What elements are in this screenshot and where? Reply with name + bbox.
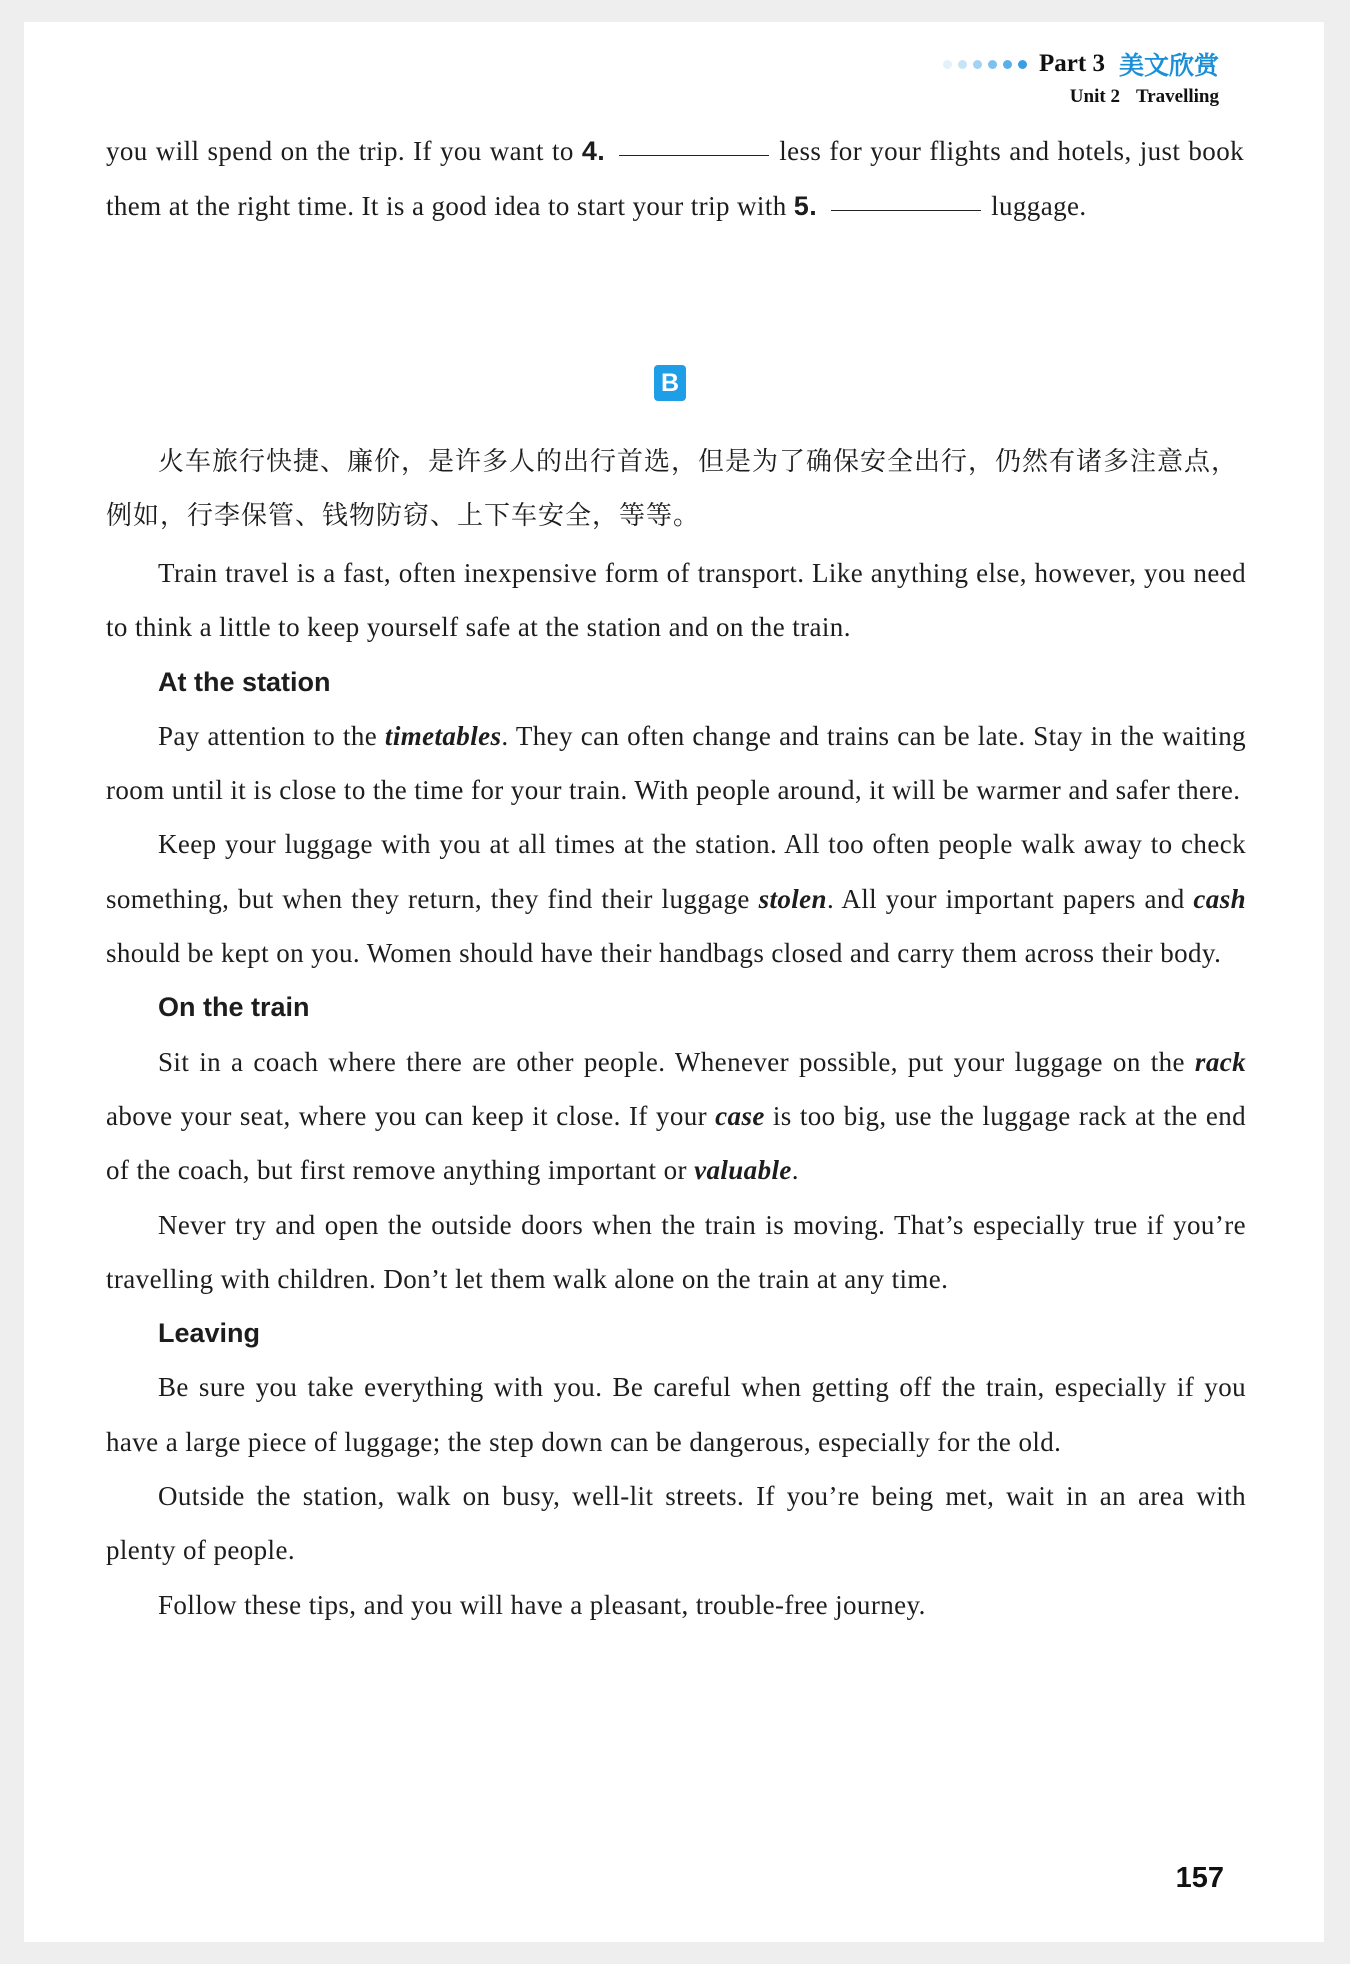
text-segment: less for your flights and hotels, just book them at the right time. It is a good idea to start your trip with [106,136,1244,221]
text-segment: should be kept on you. Women should have their handbags closed and carry them across their body. [106,938,1222,969]
dot-icon [988,60,997,69]
paragraph [106,817,1246,980]
keyword: cash [1193,883,1247,914]
section-title-cn: 美文欣赏 [1118,51,1219,80]
blank-number-4: 4. [581,136,606,166]
paragraph: Follow these tips, and you will have a pleasant, trouble-free journey. [158,1589,926,1620]
keyword: rack [1194,1046,1246,1077]
text-segment: you will spend on the trip. If you want to [106,136,574,166]
article-body [106,546,1246,1632]
chinese-intro: 火车旅行快捷、廉价，是许多人的出行首选，但是为了确保安全出行，仍然有诸多注意点，例如，行李保管、钱物防窃、上下车安全，等等。 [106,447,1239,531]
subheading-leaving: Leaving [158,1318,261,1349]
page-number: 157 [1175,1862,1224,1894]
text-segment: Sit in a coach where there are other people. Whenever possible, put your luggage on the [158,1046,1185,1077]
dot-icon [1003,60,1012,69]
unit-line [943,86,1219,108]
text-segment: above your seat, where you can keep it close. If your [106,1100,708,1131]
dot-icon [943,60,952,69]
keyword: valuable [694,1155,792,1186]
text-segment: . They can often change and trains can be late. Stay in the waiting room until it is close to the time for your train. With people around, it will be warmer and safer there. [106,720,1246,806]
unit-title: Travelling [1135,86,1219,107]
unit-label: Unit 2 [1069,86,1120,107]
paragraph: Be sure you take everything with you. Be careful when getting off the train, especially if you have a large piece of luggage; the step down can be dangerous, especially for the old. [106,1372,1246,1457]
fill-in-blank-5[interactable] [831,209,981,211]
dot-icon [1018,60,1027,69]
fill-in-blank-4[interactable] [619,154,769,156]
paragraph: Train travel is a fast, often inexpensive form of transport. Like anything else, however, you need to think a little to keep yourself safe at the station and on the train. [106,558,1246,643]
text-segment: . [791,1155,799,1186]
keyword: case [715,1100,765,1131]
continued-paragraph [106,124,1244,233]
paragraph: Never try and open the outside doors when the train is moving. That’s especially true if you’re travelling with children. Don’t let them walk alone on the train at any time. [106,1209,1246,1294]
keyword: stolen [758,883,827,914]
text-segment: Keep your luggage with you at all times at the station. All too often people walk away to check something, but when they return, they find their luggage [106,829,1246,914]
paragraph [106,709,1246,818]
section-b-badge: B [654,365,686,401]
subheading-at-the-station: At the station [158,666,331,697]
text-segment: Pay attention to the [158,720,378,751]
textbook-page [24,22,1324,1942]
decorative-dots [943,60,1027,69]
subheading-on-the-train: On the train [158,992,310,1023]
paragraph: Outside the station, walk on busy, well-lit streets. If you’re being met, wait in an area with plenty of people. [106,1481,1246,1566]
text-segment: is too big, use the luggage rack at the end of the coach, but first remove anything important or [106,1100,1246,1186]
text-segment: luggage. [991,190,1087,221]
text-segment: . All your important papers and [826,883,1185,914]
blank-number-5: 5. [793,190,818,221]
dot-icon [973,60,982,69]
paragraph [106,1035,1246,1198]
dot-icon [958,60,967,69]
part-label: Part 3 [1039,50,1105,77]
keyword: timetables [384,720,502,751]
running-header [943,44,1219,108]
